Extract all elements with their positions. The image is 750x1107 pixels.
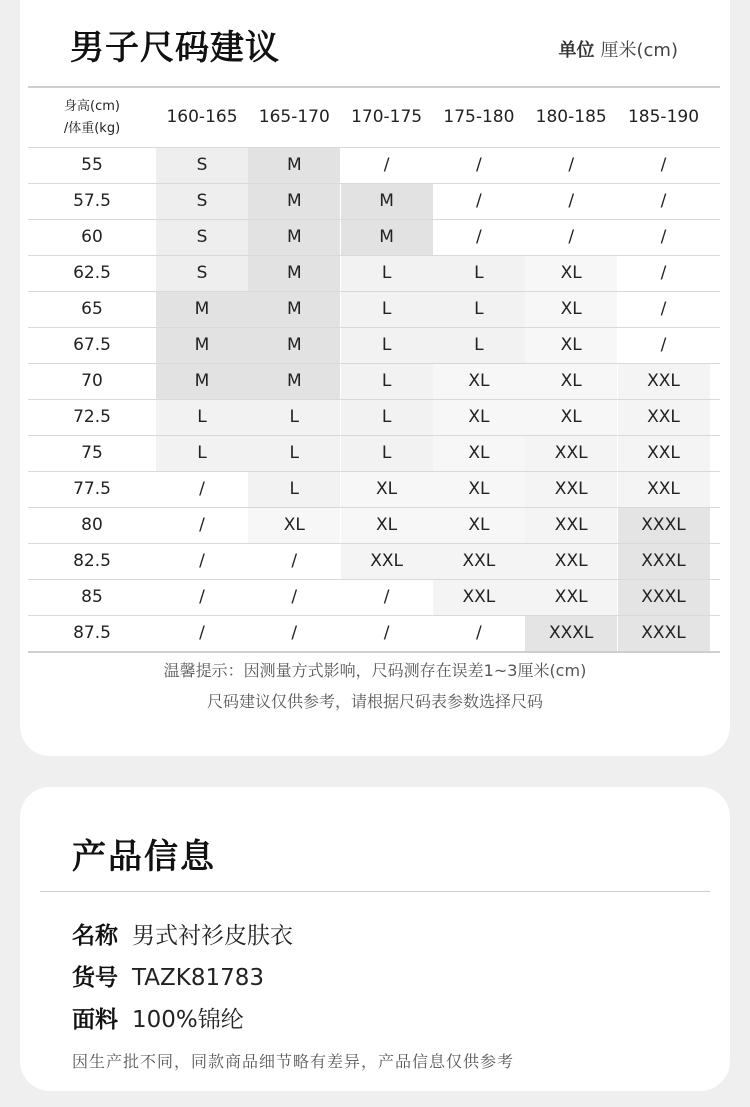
size-cell: / <box>433 616 525 651</box>
size-cell: L <box>341 400 433 435</box>
size-cell: XXL <box>525 472 617 507</box>
size-cell: / <box>341 616 433 651</box>
row-header-weight: 67.5 <box>73 335 111 355</box>
table-row <box>28 544 720 580</box>
size-cell: / <box>525 220 617 255</box>
table-row <box>28 328 720 364</box>
size-cell: XL <box>525 292 617 327</box>
size-cell: XXL <box>525 580 617 615</box>
size-cell: M <box>156 364 248 399</box>
size-cell: / <box>618 220 710 255</box>
size-cell: / <box>618 148 710 183</box>
size-cell: XL <box>248 508 340 543</box>
size-cell: XXXL <box>525 616 617 651</box>
size-table <box>28 86 720 653</box>
size-cell: XXL <box>525 436 617 471</box>
size-cell: XL <box>433 400 525 435</box>
row-header-weight: 65 <box>81 299 103 319</box>
size-cell: / <box>341 580 433 615</box>
size-cell: L <box>433 292 525 327</box>
table-row <box>28 364 720 400</box>
row-header-weight: 77.5 <box>73 479 111 499</box>
size-cell: M <box>341 220 433 255</box>
size-cell: / <box>618 328 710 363</box>
size-cell: / <box>156 580 248 615</box>
size-cell: / <box>248 580 340 615</box>
product-info-card <box>20 787 730 1091</box>
table-row <box>28 400 720 436</box>
size-cell: XXXL <box>618 544 710 579</box>
size-cell: XL <box>341 472 433 507</box>
size-cell: / <box>156 508 248 543</box>
product-name-key: 名称 <box>72 923 118 949</box>
size-cell: XXL <box>618 436 710 471</box>
tip-line-2: 尺码建议仅供参考，请根据尺码表参数选择尺码 <box>206 692 543 711</box>
size-cell: S <box>156 256 248 291</box>
tip-line-1: 温馨提示：因测量方式影响，尺码测存在误差1~3厘米(cm) <box>163 661 587 680</box>
size-cell: / <box>525 184 617 219</box>
table-row <box>28 220 720 256</box>
size-cell: XXXL <box>618 508 710 543</box>
size-cell: M <box>248 256 340 291</box>
size-cell: M <box>341 184 433 219</box>
table-row <box>28 508 720 544</box>
size-cell: L <box>341 436 433 471</box>
size-cell: / <box>433 184 525 219</box>
size-cell: / <box>433 148 525 183</box>
size-cell: M <box>248 148 340 183</box>
size-cell: XXL <box>525 544 617 579</box>
size-cell: XXL <box>433 544 525 579</box>
size-cell: M <box>156 292 248 327</box>
product-name-line <box>72 917 293 950</box>
size-cell: L <box>341 364 433 399</box>
column-header: 170-175 <box>351 107 423 127</box>
product-info-title: 产品信息 <box>72 837 216 877</box>
size-cell: / <box>525 148 617 183</box>
row-header-weight: 82.5 <box>73 551 111 571</box>
size-cell: L <box>248 472 340 507</box>
size-cell: M <box>248 184 340 219</box>
unit-value: 厘米(cm) <box>600 40 678 61</box>
size-cell: XXXL <box>618 580 710 615</box>
row-header-weight: 75 <box>81 443 103 463</box>
size-cell: / <box>618 292 710 327</box>
table-row <box>28 472 720 508</box>
row-header-weight: 60 <box>81 227 103 247</box>
size-cell: XL <box>525 256 617 291</box>
size-cell: L <box>248 436 340 471</box>
size-cell: / <box>433 220 525 255</box>
size-cell: XL <box>525 400 617 435</box>
size-cell: M <box>156 328 248 363</box>
size-cell: XXL <box>525 508 617 543</box>
table-row <box>28 436 720 472</box>
column-header: 160-165 <box>166 107 238 127</box>
divider <box>40 891 710 892</box>
product-note: 因生产批不同，同款商品细节略有差异，产品信息仅供参考 <box>72 1052 515 1071</box>
product-fabric-key: 面料 <box>72 1007 118 1033</box>
product-name-value: 男式衬衫皮肤衣 <box>132 923 293 949</box>
size-cell: L <box>156 436 248 471</box>
table-row <box>28 256 720 292</box>
size-chart-card <box>20 0 730 756</box>
column-header: 165-170 <box>258 107 330 127</box>
corner-height-label: 身高(cm) <box>64 99 120 114</box>
row-header-weight: 62.5 <box>73 263 111 283</box>
size-cell: / <box>341 148 433 183</box>
size-cell: / <box>618 184 710 219</box>
row-header-weight: 57.5 <box>73 191 111 211</box>
size-chart-title: 男子尺码建议 <box>70 28 280 68</box>
size-cell: / <box>156 472 248 507</box>
row-header-weight: 72.5 <box>73 407 111 427</box>
size-cell: XXL <box>433 580 525 615</box>
size-cell: S <box>156 148 248 183</box>
table-row <box>28 184 720 220</box>
product-fabric-value: 100%锦纶 <box>132 1007 244 1033</box>
column-header: 175-180 <box>443 107 515 127</box>
table-row <box>28 580 720 616</box>
column-header: 180-185 <box>535 107 607 127</box>
size-cell: L <box>433 328 525 363</box>
size-cell: XL <box>341 508 433 543</box>
size-cell: L <box>341 328 433 363</box>
row-header-weight: 55 <box>81 155 103 175</box>
size-cell: XL <box>433 436 525 471</box>
size-cell: M <box>248 364 340 399</box>
size-cell: / <box>618 256 710 291</box>
row-header-weight: 80 <box>81 515 103 535</box>
size-cell: L <box>156 400 248 435</box>
table-header <box>28 86 720 148</box>
row-header-weight: 70 <box>81 371 103 391</box>
size-cell: XXL <box>618 472 710 507</box>
size-cell: XL <box>433 472 525 507</box>
size-cell: M <box>248 328 340 363</box>
product-sku-key: 货号 <box>72 965 118 991</box>
size-cell: XXL <box>618 400 710 435</box>
product-fabric-line <box>72 1001 244 1034</box>
product-sku-line <box>72 959 264 992</box>
size-cell: / <box>248 616 340 651</box>
unit-label <box>559 36 678 62</box>
column-header: 185-190 <box>627 107 700 127</box>
size-cell: L <box>341 292 433 327</box>
size-cell: M <box>248 292 340 327</box>
size-cell: S <box>156 220 248 255</box>
product-sku-value: TAZK81783 <box>132 965 265 991</box>
size-cell: XL <box>433 508 525 543</box>
unit-key: 单位 <box>558 40 595 61</box>
size-cell: S <box>156 184 248 219</box>
size-cell: / <box>248 544 340 579</box>
table-row <box>28 292 720 328</box>
corner-header <box>28 96 156 140</box>
size-cell: XXL <box>618 364 710 399</box>
size-cell: M <box>248 220 340 255</box>
row-header-weight: 85 <box>81 587 103 607</box>
size-cell: L <box>248 400 340 435</box>
size-cell: XXL <box>341 544 433 579</box>
size-cell: XXXL <box>618 616 710 651</box>
table-body <box>28 148 720 653</box>
size-cell: XL <box>433 364 525 399</box>
size-cell: XL <box>525 328 617 363</box>
size-cell: L <box>433 256 525 291</box>
size-cell: / <box>156 616 248 651</box>
table-row <box>28 148 720 184</box>
size-cell: XL <box>525 364 617 399</box>
row-header-weight: 87.5 <box>73 623 111 643</box>
size-cell: / <box>156 544 248 579</box>
corner-weight-label: /体重(kg) <box>63 121 121 136</box>
size-cell: L <box>341 256 433 291</box>
table-row <box>28 616 720 653</box>
